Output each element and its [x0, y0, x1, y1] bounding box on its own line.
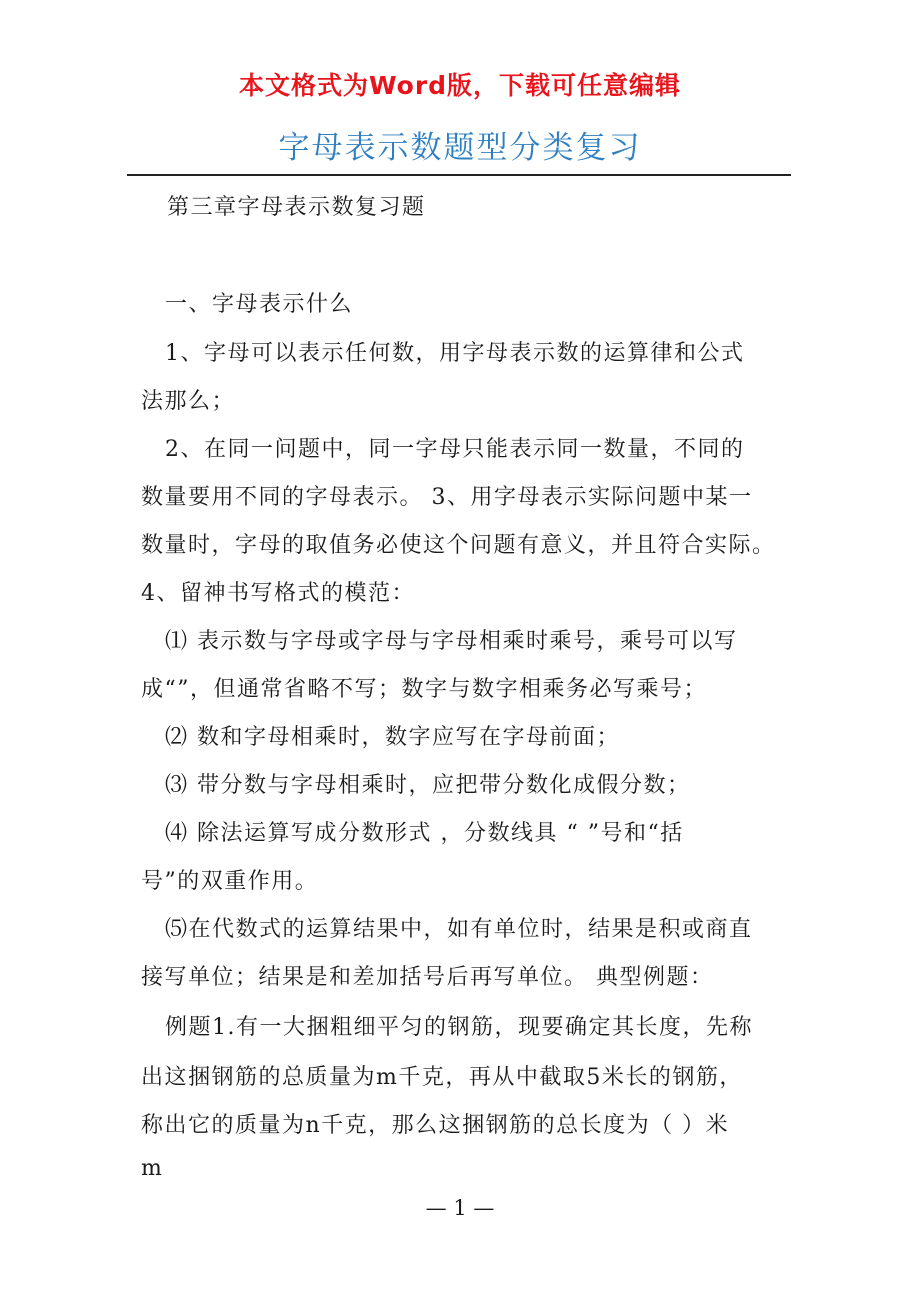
example-line: 例题1.有一大捆粗细平匀的钢筋，现要确定其长度，先称 — [165, 1015, 753, 1040]
paragraph-line: 数量要用不同的字母表示。 3、用字母表示实际问题中某一 — [141, 485, 753, 510]
paragraph-line: 成“”，但通常省略不写；数字与数字相乘务必写乘号； — [141, 677, 707, 702]
list-item-1: ⑴ 表示数与字母或字母与字母相乘时乘号，乘号可以写 — [165, 629, 738, 654]
paragraph-line: 数量时，字母的取值务必使这个问题有意义，并且符合实际。 — [141, 533, 776, 558]
paragraph-line: 接写单位；结果是和差加括号后再写单位。 典型例题： — [141, 965, 714, 990]
example-line: m — [141, 1156, 164, 1181]
list-item-3: ⑶ 带分数与字母相乘时，应把带分数化成假分数； — [165, 773, 691, 798]
document-title: 字母表示数题型分类复习 — [278, 130, 642, 166]
paragraph-line: 2、在同一问题中，同一字母只能表示同一数量，不同的 — [165, 437, 745, 462]
paragraph-line: 号”的双重作用。 — [141, 869, 319, 894]
example-line: 出这捆钢筋的总质量为m千克，再从中截取5米长的钢筋， — [141, 1065, 743, 1090]
list-item-2: ⑵ 数和字母相乘时，数字应写在字母前面； — [165, 725, 620, 750]
chapter-heading: 第三章字母表示数复习题 — [167, 195, 426, 220]
paragraph-line: 法那么； — [141, 389, 236, 414]
paragraph-line: 1、字母可以表示任何数，用字母表示数的运算律和公式 — [165, 341, 745, 366]
format-banner: 本文格式为Word版，下载可任意编辑 — [238, 71, 682, 100]
paragraph-line: 4、留神书写格式的模范： — [141, 581, 415, 606]
list-item-5: ⑸在代数式的运算结果中，如有单位时，结果是积或商直 — [165, 917, 753, 942]
section-heading: 一、字母表示什么 — [165, 292, 354, 317]
page-number: — 1 — — [425, 1196, 495, 1220]
example-line: 称出它的质量为n千克，那么这捆钢筋的总长度为（ ）米 — [141, 1113, 730, 1138]
list-item-4: ⑷ 除法运算写成分数形式 ，分数线具 “ ”号和“括 — [165, 821, 684, 846]
title-divider — [127, 174, 791, 176]
